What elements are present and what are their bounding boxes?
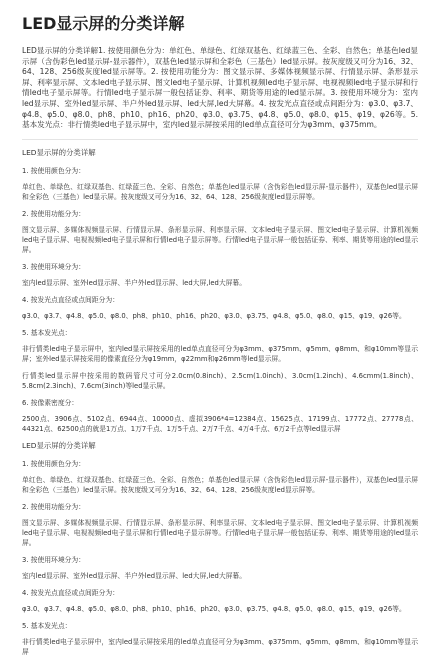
section-header: LED显示屏的分类详解: [22, 440, 96, 450]
paragraph: 4. 按发光点直径或点间距分为：: [22, 295, 120, 304]
paragraph: 图文显示屏、多媒体视频显示屏、行情显示屏、条形显示屏、利率显示屏、文本led电子显示屏、图文led电子显示屏、计算机视频led电子显示屏、电视视频led电子显示屏和行情led电子显示屏等。行情led电子显示屏一般包括证券、利率、期货等用途的led显示屏。: [22, 225, 418, 254]
paragraph: 3. 按使用环境分为：: [22, 555, 86, 564]
paragraph: 单红色、单绿色、红绿双基色、红绿蓝三色、全彩、自然色；单基色led显示屏（含伪彩色led显示屏-显示器件），双基色led显示屏和全彩色（三基色）led显示屏。按灰度级又可分为16、32、64、128、256级灰度led显示屏等。: [22, 182, 418, 201]
paragraph: 2500点、3906点、5102点、6944点、10000点、虚拟3906*4=12384点、15625点、17199点、17772点、27778点、44321点、62500点的就是1万点、1万7千点、1万5千点、2万7千点、4万4千点、6万2千点等led显示屏: [22, 414, 418, 433]
paragraph: 非行情类led电子显示屏中，室内led显示屏按采用的led单点直径可分为φ3mm、φ375mm、φ5mm、φ8mm、和φ10mm等显示屏；室外led显示屏按采用的像素直径分为φ19mm，φ22mm和φ26mm等led显示屏。: [22, 344, 418, 363]
paragraph: 5. 基本发光点：: [22, 621, 72, 630]
section-2: [22, 441, 418, 657]
section-1: [22, 148, 418, 434]
paragraph: 行情类led显示屏中按采用的数码管尺寸可分2.0cm(0.8inch)、2.5cm(1.0inch)、3.0cm(1.2inch)、4.6cmm(1.8inch)、5.8cm(2.3inch)、7.6cm(3inch)等led显示屏。: [22, 371, 418, 390]
paragraph: 2. 按使用功能分为：: [22, 209, 86, 218]
paragraph: 3. 按使用环境分为：: [22, 262, 86, 271]
paragraph: 6. 按像素密度分：: [22, 398, 79, 407]
paragraph: 1. 按使用颜色分为：: [22, 459, 86, 468]
paragraph: 4. 按发光点直径或点间距分为：: [22, 588, 120, 597]
paragraph: φ3.0、φ3.7、φ4.8、φ5.0、φ8.0、ph8、ph10、ph16、ph20、φ3.0、φ3.75、φ4.8、φ5.0、φ8.0、φ15、φ19、φ26等。: [22, 604, 406, 613]
summary-paragraph: LED显示屏的分类详解1. 按使用颜色分为：单红色、单绿色、红绿双基色、红绿蓝三色、全彩、自然色；单基色led显示屏（含伪彩色led显示屏-显示器件），双基色led显示屏和全彩色（三基色）led显示屏。按灰度级又可分为16、32、64、128、256级灰度led显示屏等。2. 按使用功能分为：图文显示屏、多媒体视频显示屏、行情显示屏、条形显示屏、利率显示屏、文本led电子显示屏、图文led电子显示屏、计算机视频led电子显示屏、电视视频led电子显示屏和行情led电子显示屏等。行情led电子显示屏一般包括证券、利率、期货等用途的led显示屏。3. 按使用环境分为：室内led显示屏、室外led显示屏、半户外led显示屏、led大屏,led大屏幕。4. 按发光点直径或点间距分为：φ3.0、φ3.7、φ4.8、φ5.0、φ8.0、ph8、ph10、ph16、ph20、φ3.0、φ3.75、φ4.8、φ5.0、φ8.0、φ15、φ19、φ26等。5. 基本发光点：非行情类led电子显示屏中，室内led显示屏按采用的led单点直径可分为φ3mm、φ375mm。: [22, 46, 418, 130]
paragraph: 室内led显示屏、室外led显示屏、半户外led显示屏、led大屏,led大屏幕。: [22, 571, 247, 580]
paragraph: 单红色、单绿色、红绿双基色、红绿蓝三色、全彩、自然色；单基色led显示屏（含伪彩色led显示屏-显示器件），双基色led显示屏和全彩色（三基色）led显示屏。按灰度级又可分为16、32、64、128、256级灰度led显示屏等。: [22, 475, 418, 494]
paragraph: 图文显示屏、多媒体视频显示屏、行情显示屏、条形显示屏、利率显示屏、文本led电子显示屏、图文led电子显示屏、计算机视频led电子显示屏、电视视频led电子显示屏和行情led电子显示屏等。行情led电子显示屏一般包括证券、利率、期货等用途的led显示屏。: [22, 518, 418, 547]
paragraph: 5. 基本发光点：: [22, 328, 72, 337]
page-title: LED显示屏的分类详解: [22, 14, 185, 33]
paragraph: 2. 按使用功能分为：: [22, 502, 86, 511]
paragraph: 室内led显示屏、室外led显示屏、半户外led显示屏、led大屏,led大屏幕。: [22, 278, 247, 287]
paragraph: φ3.0、φ3.7、φ4.8、φ5.0、φ8.0、ph8、ph10、ph16、ph20、φ3.0、φ3.75、φ4.8、φ5.0、φ8.0、φ15、φ19、φ26等。: [22, 311, 406, 320]
section-header: LED显示屏的分类详解: [22, 147, 96, 157]
paragraph: 1. 按使用颜色分为：: [22, 166, 86, 175]
paragraph: 非行情类led电子显示屏中，室内led显示屏按采用的led单点直径可分为φ3mm、φ375mm、φ5mm、φ8mm、和φ10mm等显示屏: [22, 637, 418, 656]
divider: [22, 139, 418, 140]
